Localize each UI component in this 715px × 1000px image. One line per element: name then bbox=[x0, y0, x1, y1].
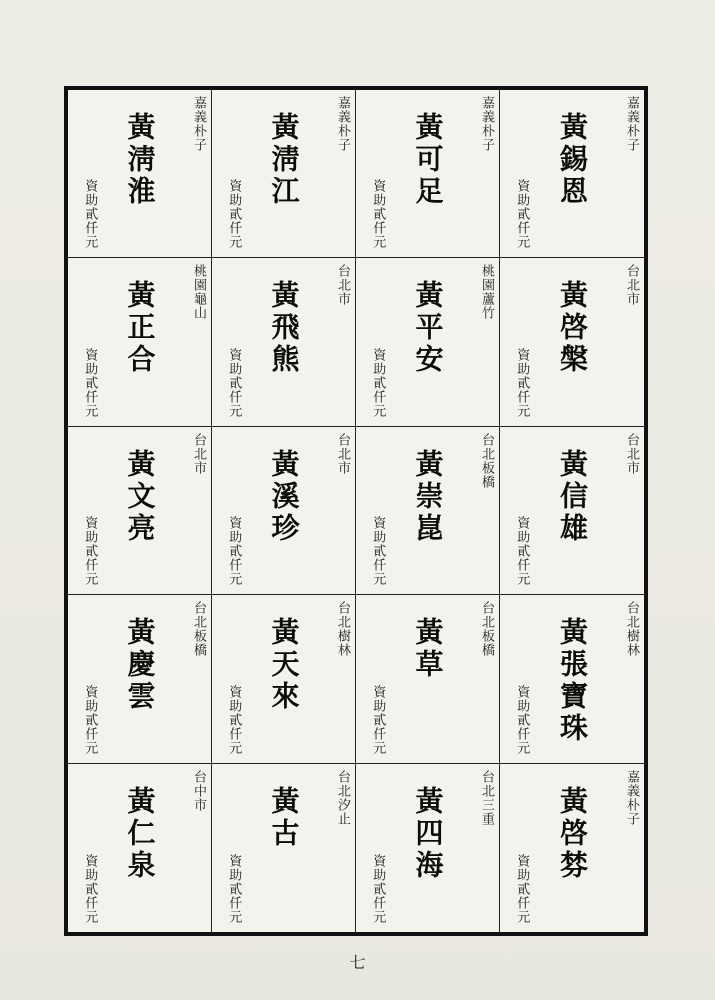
donor-cell bbox=[68, 427, 212, 595]
donor-name: 黃淸江 bbox=[267, 112, 301, 208]
donation-amount: 資助貳仟元 bbox=[514, 179, 530, 250]
donor-name: 黃四海 bbox=[411, 785, 445, 882]
donor-cell bbox=[500, 90, 644, 258]
donor-name: 黃信雄 bbox=[556, 448, 589, 545]
donor-name: 黃文亮 bbox=[123, 448, 157, 545]
donation-amount: 資助貳仟元 bbox=[82, 179, 98, 250]
donor-cell bbox=[212, 595, 356, 763]
donor-cell bbox=[212, 90, 356, 258]
donation-amount: 資助貳仟元 bbox=[514, 347, 530, 418]
donor-place: 台北市 bbox=[624, 432, 639, 475]
donor-cell bbox=[68, 764, 212, 932]
donor-place: 台中市 bbox=[191, 769, 206, 812]
donation-amount: 資助貳仟元 bbox=[370, 853, 386, 924]
donor-cell bbox=[68, 595, 212, 763]
donor-place: 嘉義朴子 bbox=[624, 769, 639, 826]
donor-table bbox=[64, 86, 648, 936]
donor-cell bbox=[500, 764, 644, 932]
donor-place: 台北板橋 bbox=[479, 432, 494, 489]
donor-cell bbox=[68, 90, 212, 258]
donation-amount: 資助貳仟元 bbox=[82, 516, 98, 587]
donation-amount: 資助貳仟元 bbox=[514, 516, 530, 587]
donation-amount: 資助貳仟元 bbox=[82, 684, 98, 755]
donor-name: 黃可足 bbox=[411, 112, 445, 208]
donation-amount: 資助貳仟元 bbox=[226, 179, 242, 250]
donor-name: 黃飛熊 bbox=[267, 280, 301, 377]
donor-name: 黃天來 bbox=[267, 617, 301, 714]
donor-cell bbox=[500, 258, 644, 426]
donation-amount: 資助貳仟元 bbox=[82, 853, 98, 924]
donor-place: 台北樹林 bbox=[624, 601, 639, 658]
donor-place: 台北市 bbox=[191, 432, 206, 475]
donor-cell bbox=[356, 90, 500, 258]
donor-place: 台北板橋 bbox=[191, 601, 206, 658]
donor-name: 黃啓槃 bbox=[556, 280, 589, 377]
donor-name: 黃錫恩 bbox=[556, 112, 589, 208]
donor-name: 黃慶雲 bbox=[123, 617, 157, 714]
donation-amount: 資助貳仟元 bbox=[370, 684, 386, 755]
donor-name: 黃正合 bbox=[123, 280, 157, 377]
donation-amount: 資助貳仟元 bbox=[226, 347, 242, 418]
donation-amount: 資助貳仟元 bbox=[226, 684, 242, 755]
donor-place: 嘉義朴子 bbox=[624, 96, 639, 152]
donor-place: 台北板橋 bbox=[479, 601, 494, 658]
donor-place: 嘉義朴子 bbox=[335, 96, 350, 152]
donor-cell bbox=[500, 427, 644, 595]
donor-name: 黃草 bbox=[411, 617, 445, 682]
donor-place: 台北三重 bbox=[479, 769, 494, 826]
donation-amount: 資助貳仟元 bbox=[370, 179, 386, 250]
donor-cell bbox=[356, 764, 500, 932]
donor-name: 黃古 bbox=[267, 785, 301, 850]
donor-place: 台北市 bbox=[335, 264, 350, 307]
donor-cell bbox=[356, 258, 500, 426]
donor-cell bbox=[212, 258, 356, 426]
donor-place: 桃園蘆竹 bbox=[479, 264, 494, 321]
donor-name: 黃崇崑 bbox=[411, 448, 445, 545]
donor-place: 台北市 bbox=[335, 432, 350, 475]
donor-place: 嘉義朴子 bbox=[191, 96, 206, 152]
donor-place: 台北樹林 bbox=[335, 601, 350, 658]
donor-cell bbox=[212, 764, 356, 932]
donor-place: 嘉義朴子 bbox=[479, 96, 494, 152]
page-number: 七 bbox=[349, 953, 366, 972]
donor-place: 台北市 bbox=[624, 264, 639, 307]
donor-name: 黃啓棼 bbox=[556, 785, 589, 882]
donor-cell bbox=[356, 595, 500, 763]
donation-amount: 資助貳仟元 bbox=[82, 347, 98, 418]
donation-amount: 資助貳仟元 bbox=[226, 516, 242, 587]
donation-amount: 資助貳仟元 bbox=[370, 347, 386, 418]
donor-cell bbox=[500, 595, 644, 763]
donor-name: 黃張寶珠 bbox=[556, 617, 589, 746]
donor-name: 黃仁泉 bbox=[123, 785, 157, 882]
donor-name: 黃平安 bbox=[411, 280, 445, 377]
donation-amount: 資助貳仟元 bbox=[226, 853, 242, 924]
donor-name: 黃溪珍 bbox=[267, 448, 301, 545]
donation-amount: 資助貳仟元 bbox=[514, 853, 530, 924]
donor-place: 桃園龜山 bbox=[191, 264, 206, 321]
donor-cell bbox=[212, 427, 356, 595]
donor-cell bbox=[68, 258, 212, 426]
donor-cell bbox=[356, 427, 500, 595]
donor-place: 台北汐止 bbox=[335, 769, 350, 826]
donation-amount: 資助貳仟元 bbox=[370, 516, 386, 587]
donation-amount: 資助貳仟元 bbox=[514, 684, 530, 755]
donor-name: 黃淸淮 bbox=[123, 112, 157, 208]
